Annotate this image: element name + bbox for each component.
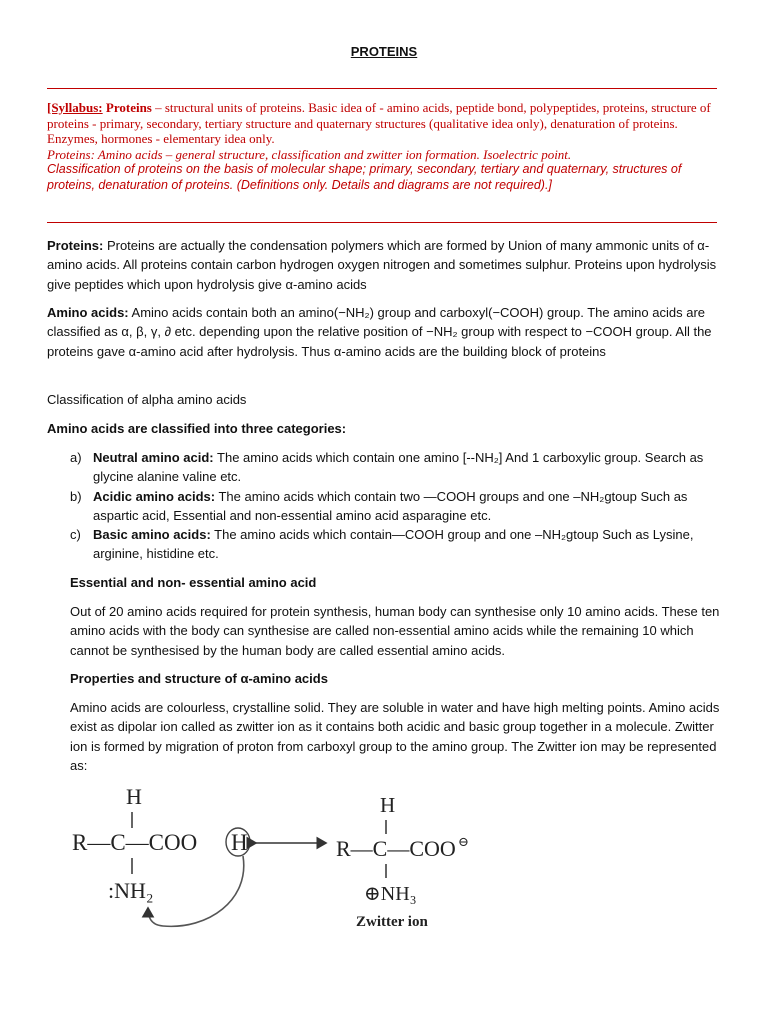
bottom-divider <box>47 222 717 223</box>
syllabus-label: [Syllabus: <box>47 100 103 115</box>
syllabus-box <box>47 100 719 193</box>
left-amino-group: :NH₂ <box>108 878 154 903</box>
list-item-text: The amino acids which contain two —COOH groups and one –NH₂gtoup Such as aspartic acid, Essential and non-essential amino acid asparagine etc. <box>93 488 688 523</box>
syllabus-line-2: Proteins: Amino acids – general structure, classification and zwitter ion formation. Isoelectric point. <box>47 146 572 162</box>
proteins-label: Proteins: <box>47 238 104 253</box>
syllabus-line-1 <box>47 100 719 147</box>
proton-migration-arrow <box>148 856 244 926</box>
right-hydrogen: H <box>380 793 396 817</box>
carboxylate-charge: ⊖ <box>458 834 469 849</box>
right-ammonium-group: ⊕NH₃ <box>364 883 417 905</box>
list-item <box>70 487 730 526</box>
essential-paragraph: Out of 20 amino acids required for protein synthesis, human body can synthesise only 10 amino acids. These ten amino acids with the body can synthesise are called non-essential amino acids while the remaining 10 which cannot be synthesised by the human body are called essential amino acids. <box>70 604 720 658</box>
categories-heading: Amino acids are classified into three categories: <box>47 421 347 436</box>
list-item <box>70 448 730 487</box>
properties-heading: Properties and structure of α-amino acids <box>70 671 328 686</box>
list-item-label: Basic amino acids: <box>93 527 211 543</box>
classification-heading: Classification of alpha amino acids <box>47 392 247 407</box>
page-title: PROTEINS <box>350 44 418 59</box>
proteins-paragraph <box>47 236 727 294</box>
right-backbone: R—C—COO <box>336 836 456 861</box>
categories-list <box>70 448 730 564</box>
amino-acids-paragraph <box>47 303 727 361</box>
list-marker: c) <box>70 527 81 543</box>
zwitter-ion-caption: Zwitter ion <box>356 914 428 930</box>
list-item-label: Acidic amino acids: <box>93 488 216 504</box>
amino-acids-label: Amino acids: <box>47 305 129 320</box>
proteins-text: Proteins are actually the condensation polymers which are formed by Union of many ammonic units of α-amino acids. All proteins contain carbon hydrogen oxygen nitrogen and sometimes sulphur. Proteins upon hydrolysis give peptides which upon hydrolysis give α-amino acids <box>47 238 717 292</box>
syllabus-line-3: Classification of proteins on the basis of molecular shape; primary, secondary, tertiary and quaternary, structures of proteins, denaturation of proteins. (Definitions only. Details and diagrams are not required).] <box>47 162 682 192</box>
left-acidic-proton: H <box>231 830 248 855</box>
list-item-label: Neutral amino acid: <box>93 450 214 465</box>
list-item <box>70 525 730 564</box>
list-marker: b) <box>70 488 82 504</box>
list-item-text: The amino acids which contain one amino [--NH₂] And 1 carboxylic group. Search as glycine alanine valine etc. <box>93 450 704 485</box>
amino-acids-text: Amino acids contain both an amino(−NH₂) group and carboxyl(−COOH) group. The amino acids are classified as α, β, γ, ∂ etc. depending upon the relative position of −NH₂ group with respect to −COOH group. All the proteins gave α-amino acid after hydrolysis. Thus α-amino acids are the building block of proteins <box>47 305 712 359</box>
top-divider <box>47 88 717 89</box>
syllabus-line-1-text: – structural units of proteins. Basic idea of - amino acids, peptide bond, polypeptides, proteins, structure of proteins - primary, secondary, tertiary structure and quaternary structures (qualitative idea only), denaturation of proteins. Enzymes, hormones - elementary idea only. <box>47 100 711 146</box>
properties-paragraph: Amino acids are colourless, crystalline solid. They are soluble in water and have high melting points. Amino acids exist as dipolar ion called as zwitter ion as it contains both acidic and basic group together in a molecule. Zwitter ion is formed by migration of proton from carboxyl group to the amino group. The Zwitter ion may be represented as: <box>70 700 720 773</box>
zwitter-ion-diagram <box>68 780 488 930</box>
syllabus-topic: Proteins <box>105 100 152 115</box>
essential-heading: Essential and non- essential amino acid <box>70 575 317 590</box>
list-item-text: The amino acids which contain—COOH group and one –NH₂gtoup Such as Lysine, arginine, histidine etc. <box>93 527 694 562</box>
left-backbone: R—C—COO <box>72 830 198 855</box>
list-marker: a) <box>70 450 82 465</box>
left-hydrogen: H <box>126 784 142 809</box>
